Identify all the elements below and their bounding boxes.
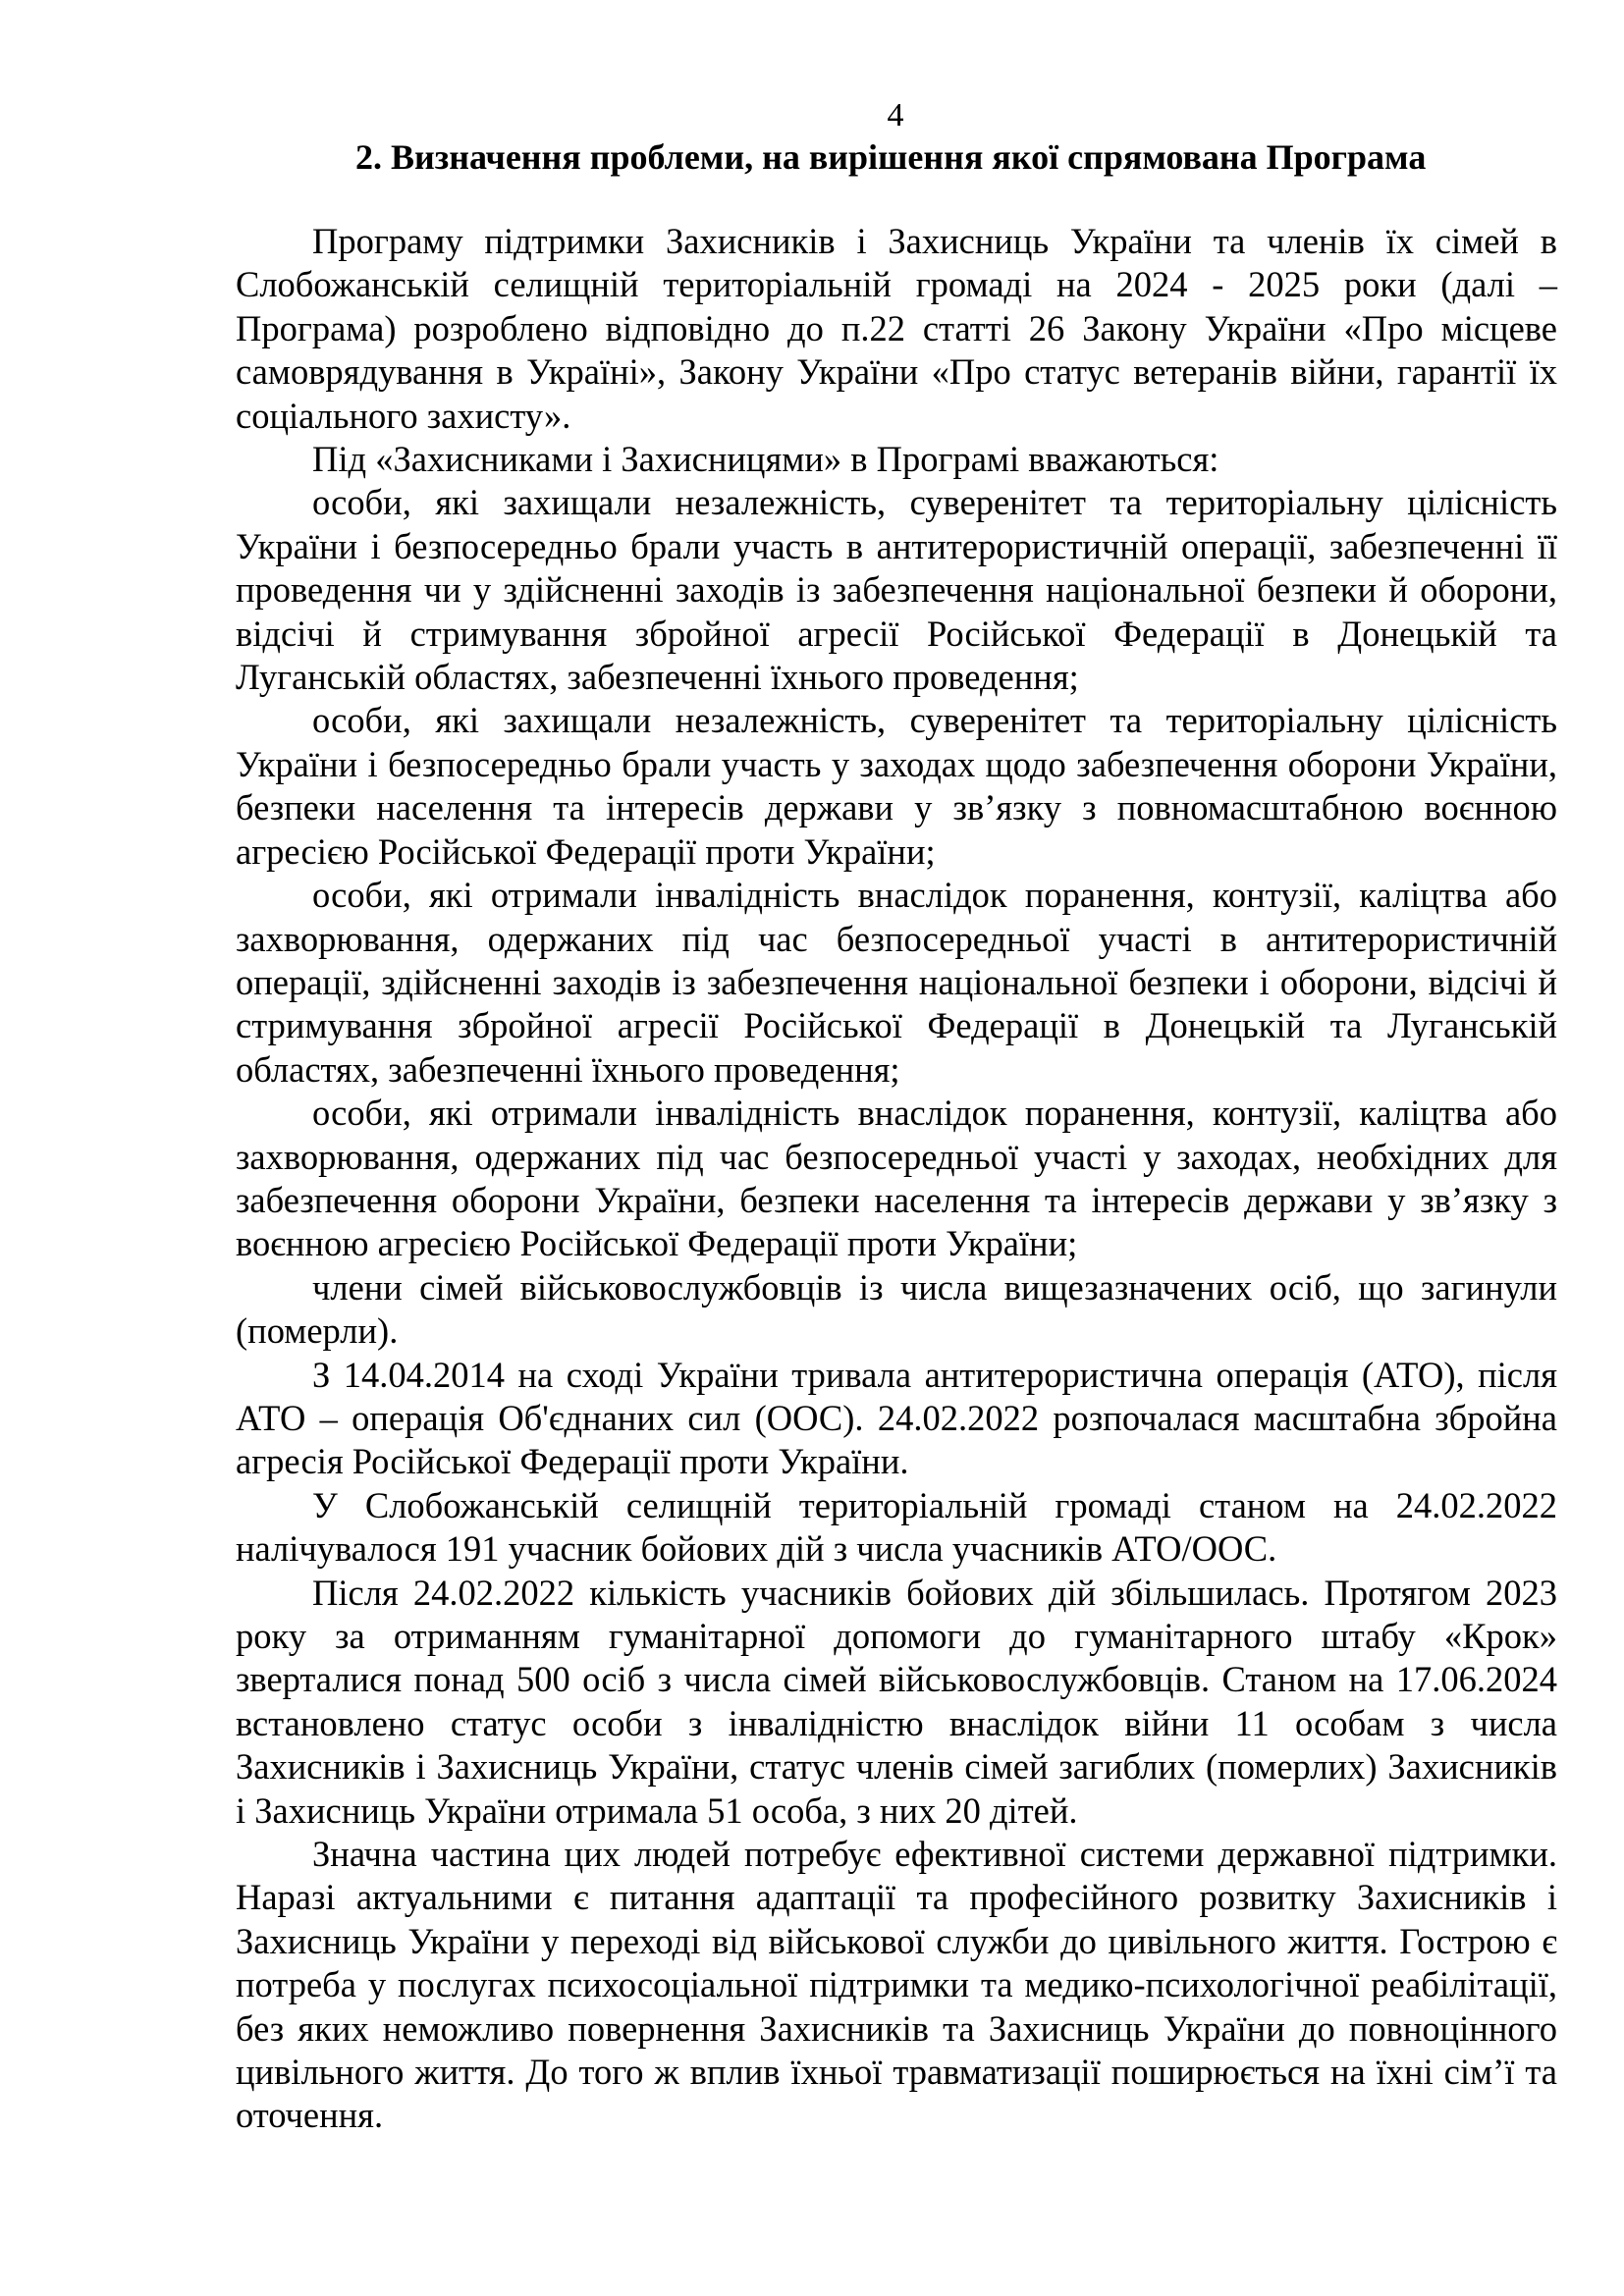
paragraph-program-basis: Програму підтримки Захисників і Захисниць України та членів їх сімей в Слобожанській селищній територіальній громаді на 2024 - 2025 роки (далі – Програма) розроблено відповідно до п.22 статті 26 Закону України «Про місцеве самоврядування в Україні», Закону України «Про статус ветеранів війни, гарантії їх соціального захисту». [236,221,1557,436]
paragraph-category-ato: особи, які захищали незалежність, суверенітет та територіальну цілісність України і безпосередньо брали участь в антитерористичній операції, забезпеченні її проведення чи у здійсненні заходів із забезпечення національної безпеки й оборони, відсічі й стримування збройної агресії Російської Федерації в Донецькій та Луганській областях, забезпеченні їхнього проведення; [236,482,1557,698]
paragraph-category-disability-war: особи, які отримали інвалідність внаслідок поранення, контузії, каліцтва або захворювання, одержаних під час безпосередньої участі у заходах, необхідних для забезпечення оборони України, безпеки населення та інтересів держави у зв’язку з воєнною агресією Російської Федерації проти України; [236,1093,1557,1264]
page-number: 4 [887,97,904,133]
section-title: 2. Визначення проблеми, на вирішення якої спрямована Програма [355,137,1427,177]
paragraph-ato-history: З 14.04.2014 на сході України тривала антитерористична операція (АТО), після АТО – операція Об'єднаних сил (ООС). 24.02.2022 розпочалася масштабна збройна агресія Російської Федерації проти України. [236,1354,1557,1482]
paragraph-defenders-definition: Під «Захисниками і Захисницями» в Програмі вважаються: [312,439,1219,480]
paragraph-community-stats: У Слобожанській селищній територіальній громаді станом на 24.02.2022 налічувалося 191 учасник бойових дій з числа учасників АТО/ООС. [236,1484,1557,1570]
paragraph-category-full-scale: особи, які захищали незалежність, суверенітет та територіальну цілісність України і безпосередньо брали участь у заходах щодо забезпечення оборони України, безпеки населення та інтересів держави у зв’язку з повномасштабною воєнною агресією Російської Федерації проти України; [236,700,1557,872]
paragraph-category-families: члени сімей військовослужбовців із числа вищезазначених осіб, що загинули (померли). [236,1266,1557,1352]
paragraph-support-needs: Значна частина цих людей потребує ефективної системи державної підтримки. Наразі актуальними є питання адаптації та професійного розвитку Захисників і Захисниць України у переході від військової служби до цивільного життя. Гострою є потреба у послугах психосоціальної підтримки та медико-психологічної реабілітації, без яких неможливо повернення Захисників та Захисниць України до повноцінного цивільного життя. До того ж вплив їхньої травматизації поширюється на їхні сім’ї та оточення. [236,1834,1557,2136]
paragraph-category-disability-ato: особи, які отримали інвалідність внаслідок поранення, контузії, каліцтва або захворювання, одержаних під час безпосередньої участі в антитерористичній операції, здійсненні заходів із забезпечення національної безпеки і оборони, відсічі й стримування збройної агресії Російської Федерації в Донецькій та Луганській областях, забезпеченні їхнього проведення; [236,875,1557,1090]
paragraph-after-invasion: Після 24.02.2022 кількість учасників бойових дій збільшилась. Протягом 2023 року за отриманням гуманітарної допомоги до гуманітарного штабу «Крок» зверталися понад 500 осіб з числа сімей військовослужбовців. Станом на 17.06.2024 встановлено статус особи з інвалідністю внаслідок війни 11 особам з числа Захисників і Захисниць України, статус членів сімей загиблих (померлих) Захисників і Захисниць України отримала 51 особа, з них 20 дітей. [236,1572,1557,1831]
document-body [236,220,1557,2138]
